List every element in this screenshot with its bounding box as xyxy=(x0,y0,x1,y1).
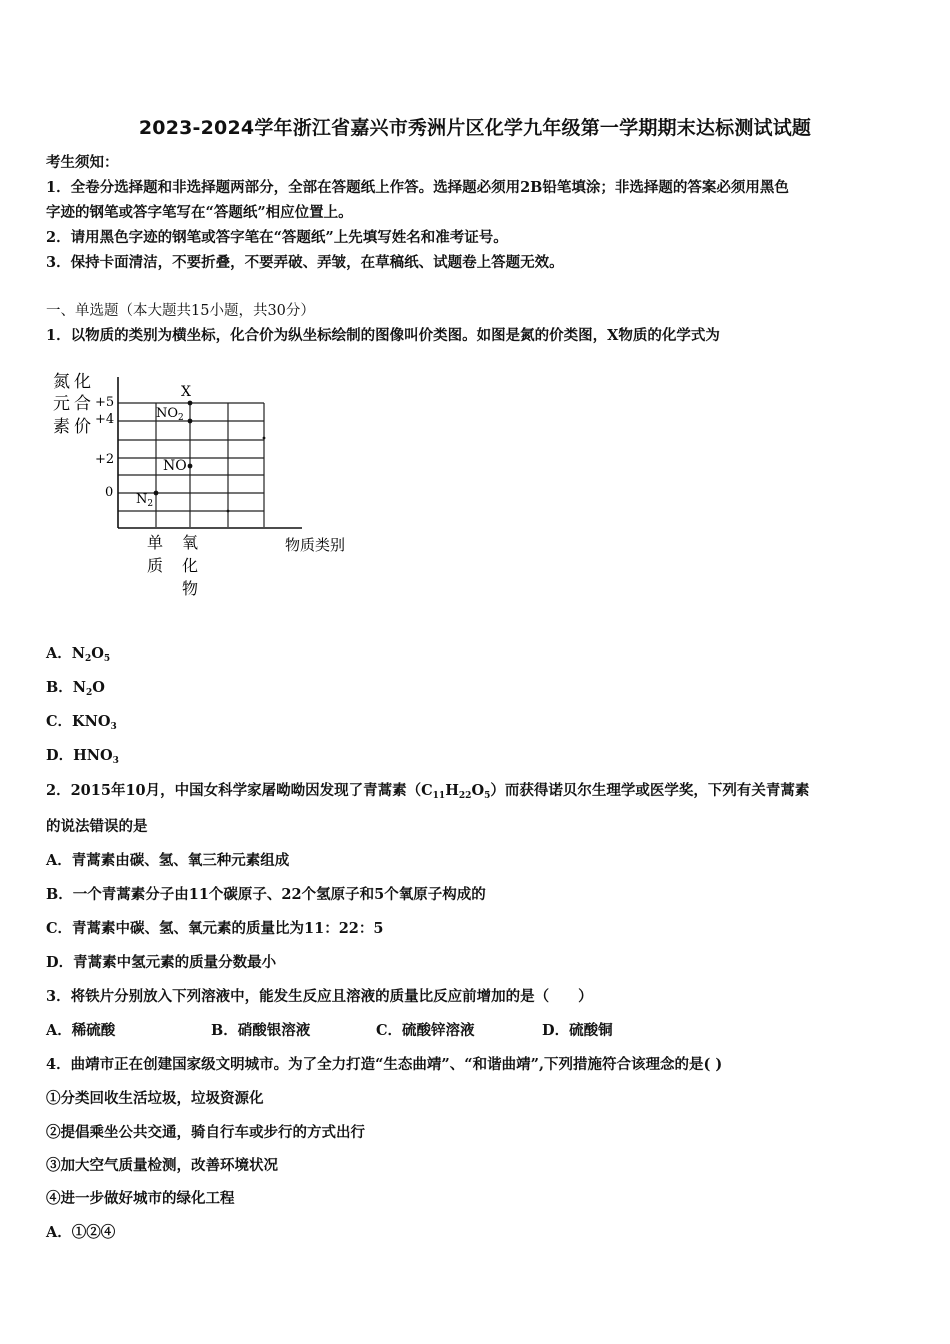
q2-stem-a: 2．2015年10月，中国女科学家屠呦呦因发现了青蒿素（C xyxy=(46,782,433,799)
point-no-label: NO xyxy=(163,458,187,474)
q2-sub1: 11 xyxy=(432,791,446,801)
q1-option-c xyxy=(46,712,117,732)
q2-stem-cont: 的说法错误的是 xyxy=(46,818,148,835)
y-tick-label: +5 xyxy=(95,395,115,410)
stray-dot xyxy=(227,510,230,513)
q2-stem xyxy=(46,781,809,801)
x-axis-title: 物质类别 xyxy=(285,536,346,554)
q1-b-sub1: 2 xyxy=(86,688,93,698)
q2-o: O xyxy=(471,782,485,799)
q3-option-b: B．硝酸银溶液 xyxy=(211,1022,311,1039)
q3-option-d: D．硫酸铜 xyxy=(542,1022,613,1039)
q1-a-pre: A．N xyxy=(46,645,86,662)
q1-d-sub: 3 xyxy=(112,756,119,766)
q2-sub2: 22 xyxy=(458,791,472,801)
q4-measure-4: ④进一步做好城市的绿化工程 xyxy=(46,1190,235,1207)
point-no2 xyxy=(188,419,193,424)
stray-dot xyxy=(263,437,266,440)
y-label-char: 氮 xyxy=(53,372,70,392)
y-label-char: 价 xyxy=(74,417,91,437)
q1-stem: 1．以物质的类别为横坐标，化合价为纵坐标绘制的图像叫价类图。如图是氮的价类图，X物质的化学式为 xyxy=(46,327,720,344)
q1-d-pre: D．HNO xyxy=(46,747,113,764)
section-heading: 一、单选题（本大题共15小题，共30分） xyxy=(46,303,315,319)
point-x xyxy=(188,401,193,406)
q1-c-pre: C．KNO xyxy=(46,713,111,730)
page-title: 2023-2024学年浙江省嘉兴市秀洲片区化学九年级第一学期期末达标测试试题 xyxy=(138,117,812,139)
y-label-char: 元 xyxy=(53,394,70,414)
x-label-char: 化 xyxy=(182,556,199,575)
q2-option-b: B．一个青蒿素分子由11个碳原子、22个氢原子和5个氧原子构成的 xyxy=(46,886,486,903)
no2-text: NO xyxy=(156,406,179,421)
point-no2-label xyxy=(156,406,184,423)
q1-option-d xyxy=(46,746,119,766)
x-label-char: 质 xyxy=(147,556,164,575)
q1-a-sub1: 2 xyxy=(85,654,92,664)
q2-sub3: 5 xyxy=(484,791,491,801)
valence-class-diagram xyxy=(40,365,370,605)
q4-measure-3: ③加大空气质量检测，改善环境状况 xyxy=(46,1157,278,1174)
x-label-char: 物 xyxy=(182,579,199,598)
point-n2 xyxy=(154,491,159,496)
q1-c-sub: 3 xyxy=(110,722,117,732)
q3-option-a: A．稀硫酸 xyxy=(46,1022,116,1039)
x-label-char: 单 xyxy=(147,533,164,552)
q1-option-a xyxy=(46,644,110,664)
q4-stem: 4．曲靖市正在创建国家级文明城市。为了全力打造“生态曲靖”、“和谐曲靖”,下列措施符合该理念的是( ) xyxy=(46,1056,723,1073)
no2-subscript: 2 xyxy=(178,413,184,423)
q4-measure-2: ②提倡乘坐公共交通，骑自行车或步行的方式出行 xyxy=(46,1124,365,1141)
n2-text: N xyxy=(136,492,148,507)
notice-item-1a: 1．全卷分选择题和非选择题两部分，全部在答题纸上作答。选择题必须用2B铅笔填涂；非选择题的答案必须用黑色 xyxy=(46,179,789,196)
q1-b-pre: B．N xyxy=(46,679,87,696)
q2-option-a: A．青蒿素由碳、氢、氧三种元素组成 xyxy=(46,852,290,869)
y-label-char: 素 xyxy=(53,417,70,437)
y-tick-label: +2 xyxy=(95,452,115,467)
q2-h: H xyxy=(445,782,459,799)
q4-measure-1: ①分类回收生活垃圾，垃圾资源化 xyxy=(46,1090,264,1107)
q3-option-c: C．硫酸锌溶液 xyxy=(376,1022,475,1039)
q1-a-mid: O xyxy=(91,645,104,662)
q3-stem: 3．将铁片分别放入下列溶液中，能发生反应且溶液的质量比反应前增加的是（ ） xyxy=(46,988,593,1005)
q2-option-d: D．青蒿素中氢元素的质量分数最小 xyxy=(46,954,277,971)
q2-option-c: C．青蒿素中碳、氢、氧元素的质量比为11：22：5 xyxy=(46,920,384,937)
y-tick-label: 0 xyxy=(105,485,114,500)
notice-item-3: 3．保持卡面清洁，不要折叠，不要弄破、弄皱，在草稿纸、试题卷上答题无效。 xyxy=(46,254,564,271)
point-no xyxy=(188,464,193,469)
y-label-char: 合 xyxy=(74,394,91,414)
q1-option-b xyxy=(46,678,105,698)
point-x-label: X xyxy=(181,384,191,400)
q2-stem-b: ）而获得诺贝尔生理学或医学奖，下列有关青蒿素 xyxy=(490,782,810,799)
notice-item-2: 2．请用黑色字迹的钢笔或答字笔在“答题纸”上先填写姓名和准考证号。 xyxy=(46,229,508,246)
q4-option-a: A．①②④ xyxy=(46,1224,116,1241)
point-n2-label xyxy=(136,492,153,509)
y-tick-label: +4 xyxy=(95,412,115,427)
n2-subscript: 2 xyxy=(147,499,154,509)
x-label-char: 氧 xyxy=(182,533,199,552)
q1-a-sub2: 5 xyxy=(103,654,111,664)
y-label-char: 化 xyxy=(74,372,91,392)
q1-b-mid: O xyxy=(92,679,105,696)
notice-heading: 考生须知： xyxy=(46,154,119,171)
notice-item-1b: 字迹的钢笔或答字笔写在“答题纸”相应位置上。 xyxy=(46,204,353,221)
